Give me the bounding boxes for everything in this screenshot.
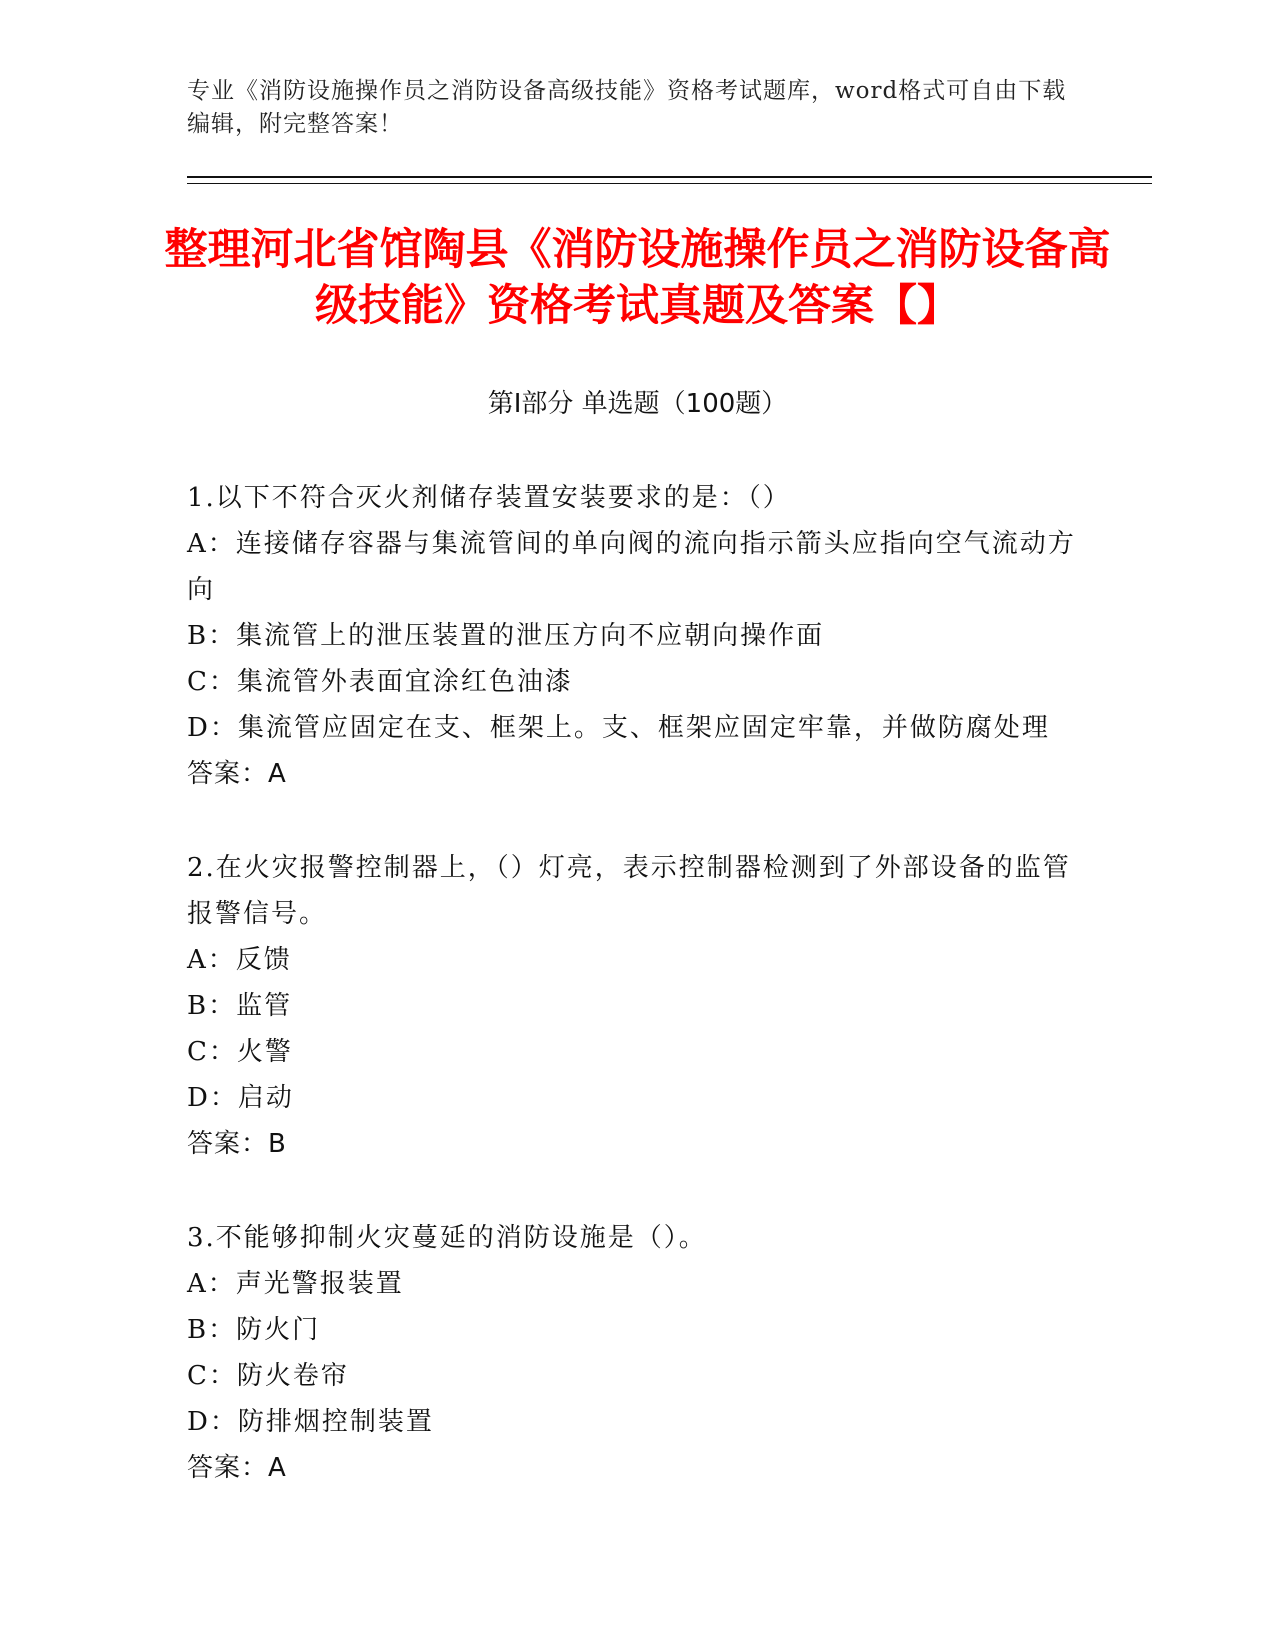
question-text: 1.以下不符合灭火剂储存装置安装要求的是：（） — [187, 483, 791, 513]
question-text: 2.在火灾报警控制器上，（）灯亮，表示控制器检测到了外部设备的监管报警信号。 — [187, 853, 1071, 929]
question-item — [187, 1215, 1087, 1491]
option-c: C：防火卷帘 — [187, 1361, 349, 1391]
option-b: B：防火门 — [187, 1315, 321, 1345]
option-c: C：火警 — [187, 1037, 293, 1067]
option-d: D：启动 — [187, 1083, 294, 1113]
option-d: D：防排烟控制装置 — [187, 1407, 434, 1437]
question-item — [187, 845, 1087, 1167]
answer-line: 答案：A — [187, 759, 287, 789]
option-a: A：连接储存容器与集流管间的单向阀的流向指示箭头应指向空气流动方向 — [187, 529, 1076, 605]
option-a: A：反馈 — [187, 945, 292, 975]
option-b: B：监管 — [187, 991, 293, 1021]
option-c: C：集流管外表面宜涂红色油漆 — [187, 667, 573, 697]
answer-line: 答案：A — [187, 1453, 287, 1483]
question-text: 3.不能够抑制火灾蔓延的消防设施是（）。 — [187, 1223, 707, 1253]
question-list — [187, 475, 1087, 1539]
answer-line: 答案：B — [187, 1129, 287, 1159]
header-note: 专业《消防设施操作员之消防设备高级技能》资格考试题库，word格式可自由下载编辑，附完整答案！ — [187, 78, 1067, 137]
option-b: B：集流管上的泄压装置的泄压方向不应朝向操作面 — [187, 621, 825, 651]
section-heading: 第Ⅰ部分 单选题（100题） — [487, 389, 788, 419]
question-item — [187, 475, 1087, 797]
option-a: A：声光警报装置 — [187, 1269, 404, 1299]
document-title: 整理河北省馆陶县《消防设施操作员之消防设备高级技能》资格考试真题及答案【】 — [164, 225, 1111, 331]
option-d: D：集流管应固定在支、框架上。支、框架应固定牢靠，并做防腐处理 — [187, 713, 1050, 743]
header-divider-thick — [187, 176, 1152, 178]
header-divider-thin — [187, 183, 1152, 184]
